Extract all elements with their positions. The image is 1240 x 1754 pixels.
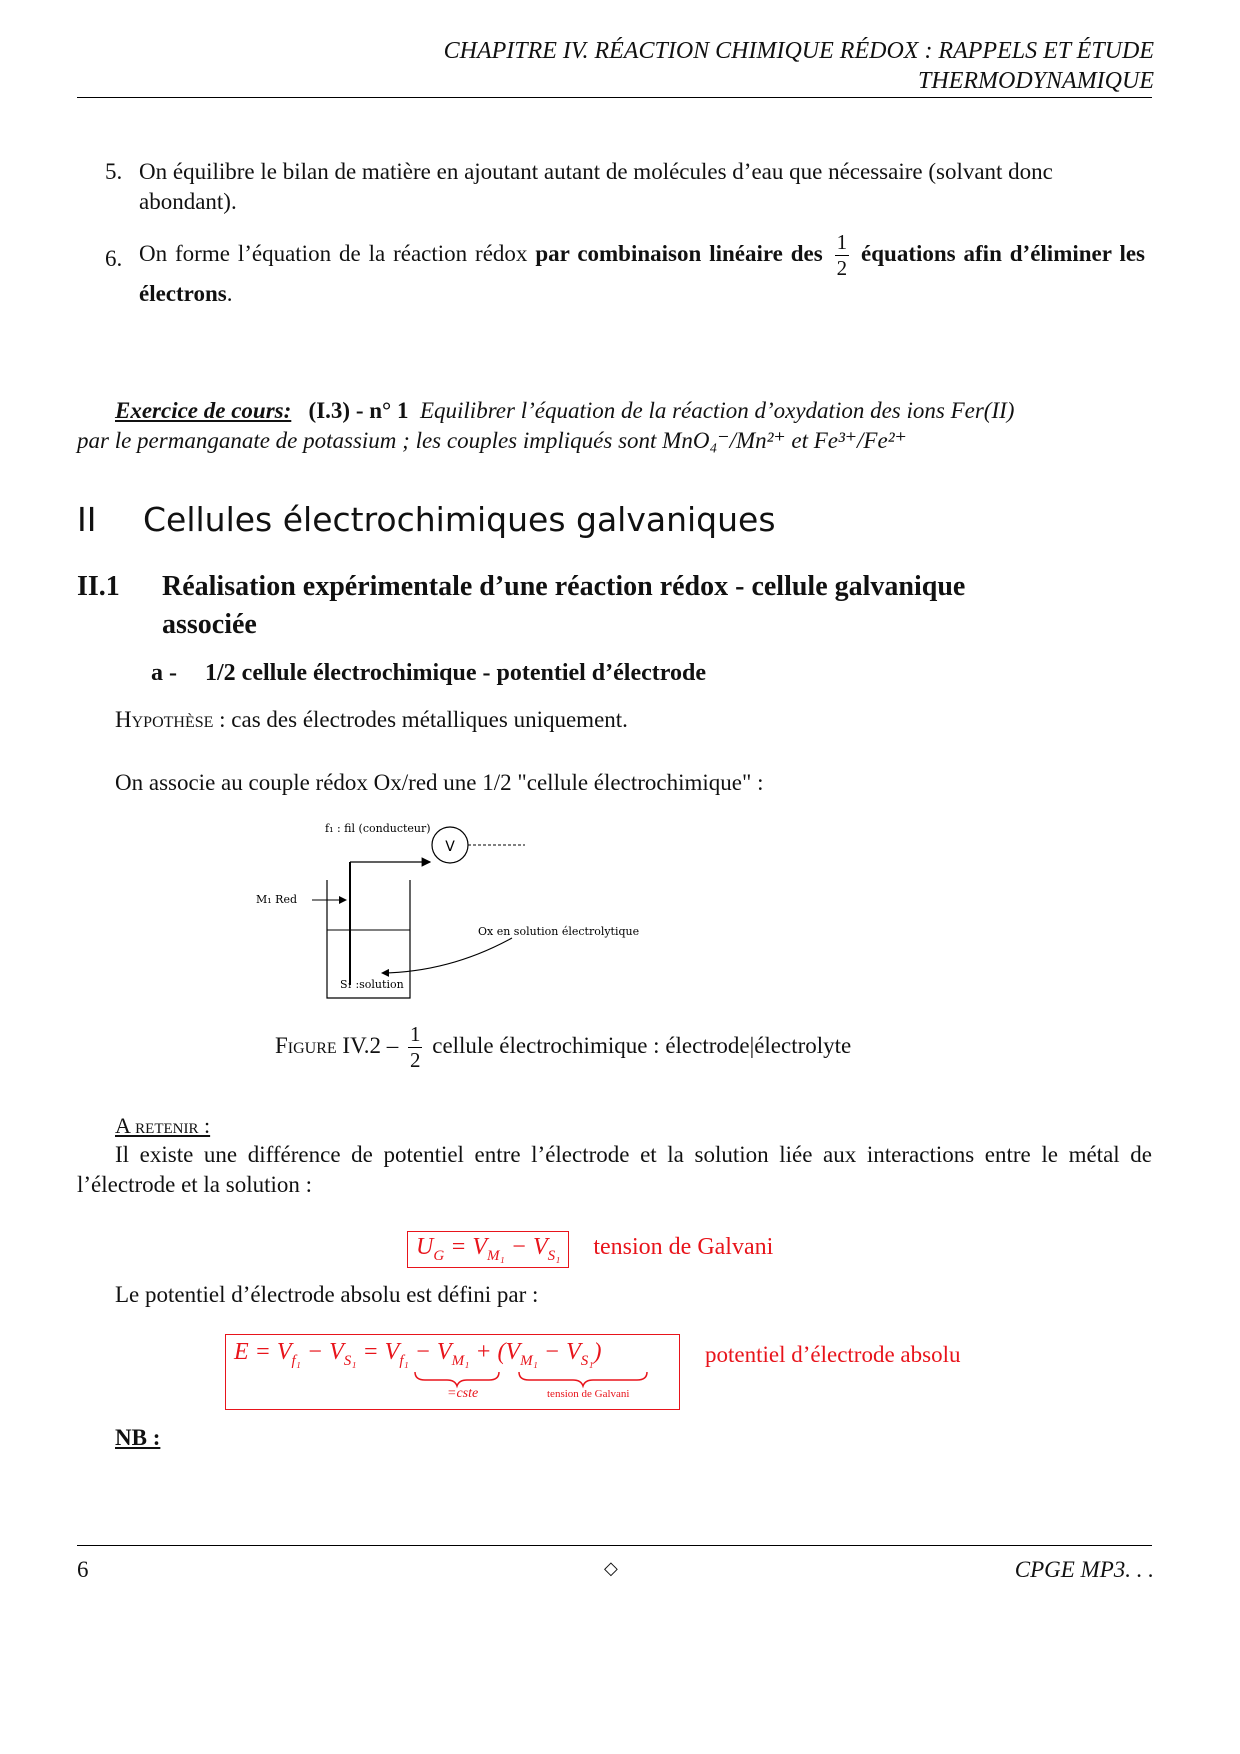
label-fil: f₁ : fil (conducteur) <box>325 822 431 835</box>
underbrace-2 <box>519 1372 647 1386</box>
hypothese-label: Hypothèse <box>115 707 214 732</box>
equation-formula: $E = V_{f_1} - V_{S_1} = V_{f_1} - V_{M_1} + (V_{M_1} - V_{S_1})$ <box>234 1339 602 1369</box>
header-rule <box>77 97 1152 98</box>
equation-galvani <box>407 1231 773 1265</box>
caption-label: Figure IV.2 – <box>275 1032 399 1058</box>
header-line-2: THERMODYNAMIQUE <box>918 68 1154 94</box>
exercise-text-a: Equilibrer l’équation de la réaction d’oxydation des ions Fer(II) <box>419 398 1015 423</box>
exercise-block <box>77 396 1177 456</box>
ox-arrow <box>382 938 512 973</box>
brace-label-galvani: tension de Galvani <box>547 1388 630 1400</box>
label-metal: M₁ Red <box>256 893 298 906</box>
brace-label-cste: =cste <box>447 1386 479 1401</box>
subsection-title-l2: associée <box>162 609 257 640</box>
hypothese-line <box>115 707 628 733</box>
equation-box: $U_G = V_{M_1} - V_{S_1}$ <box>407 1231 569 1268</box>
list-number: 6. <box>105 246 123 271</box>
exercise-label: Exercice de cours: <box>115 398 292 423</box>
subsubsection-heading <box>151 660 706 687</box>
header-line-1: CHAPITRE IV. RÉACTION CHIMIQUE RÉDOX : RAPPELS ET ÉTUDE <box>443 38 1154 64</box>
associe-line: On associe au couple rédox Ox/red une 1/2 "cellule électrochimique" : <box>115 770 764 795</box>
potentiel-line: Le potentiel d’électrode absolu est défini par : <box>115 1282 539 1307</box>
subsection-number: II.1 <box>77 571 120 602</box>
underbrace-1 <box>415 1372 499 1386</box>
exercise-text-b: par le permanganate de potassium ; les couples impliqués sont MnO₄⁻/Mn²⁺ et Fe³⁺/Fe²⁺ <box>77 428 907 453</box>
caption-fraction: $\frac{1}{2}$ <box>409 1022 421 1072</box>
nb-label: NB : <box>115 1425 161 1450</box>
label-solution: S₁ :solution <box>340 978 404 991</box>
equation-2-label: potentiel d’électrode absolu <box>705 1342 961 1367</box>
voltmeter-label: V <box>445 839 455 855</box>
running-header <box>444 36 1154 96</box>
subsubsection-title: 1/2 cellule électrochimique - potentiel d’électrode <box>205 660 706 686</box>
diamond-icon: ◇ <box>604 1558 618 1579</box>
electrochemical-cell-figure <box>250 820 670 1000</box>
page-number: 6 <box>77 1557 89 1582</box>
label-ox: Ox en solution électrolytique <box>478 925 640 938</box>
section-number: II <box>77 500 97 539</box>
caption-text: cellule électrochimique : électrode|électrolyte <box>432 1032 852 1058</box>
section-heading <box>77 500 776 539</box>
hypothese-text: : cas des électrodes métalliques uniquement. <box>213 707 628 732</box>
exercise-ref: (I.3) - n° 1 <box>308 398 409 423</box>
list-bold-a: par combinaison linéaire des <box>535 240 823 266</box>
list-item-6 <box>105 232 1145 309</box>
subsubsection-number: a - <box>151 660 177 686</box>
list-bold-b: équations afin d’éliminer les électrons <box>139 240 1145 306</box>
section-title: Cellules électrochimiques galvaniques <box>142 500 776 539</box>
equation-label: tension de Galvani <box>593 1234 774 1260</box>
fraction-half: $\frac{1}{2}$ <box>836 230 848 280</box>
figure-caption <box>275 1024 851 1071</box>
list-text-a: On forme l’équation de la réaction rédox <box>139 240 536 266</box>
subsection-title-l1: Réalisation expérimentale d’une réaction rédox - cellule galvanique <box>162 571 966 602</box>
list-item-5 <box>105 157 1145 217</box>
footer-rule <box>77 1545 1152 1546</box>
retenir-text: Il existe une différence de potentiel entre l’électrode et la solution liée aux interactions entre le métal de l’électrode et la solution : <box>77 1142 1152 1197</box>
retenir-label: A retenir : <box>115 1113 211 1138</box>
equation-potentiel <box>225 1334 681 1408</box>
list-text: On équilibre le bilan de matière en ajoutant autant de molécules d’eau que nécessaire (solvant donc abondant). <box>139 159 1053 214</box>
subsection-heading <box>77 568 1152 644</box>
list-text: On forme l’équation de la réaction rédox par combinaison linéaire des $\frac{1}{2}$ équations afin d’éliminer les électrons. <box>139 230 1145 306</box>
footer-right: CPGE MP3. . . <box>1014 1557 1154 1582</box>
list-number: 5. <box>105 159 123 184</box>
